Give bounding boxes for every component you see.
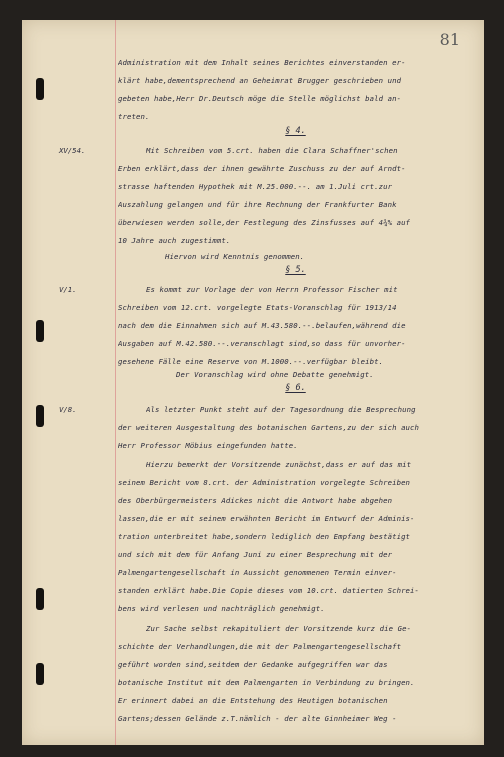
- text-line: gesehene Fälle eine Reserve von M.1000.--.verfügbar bleibt.: [118, 357, 384, 366]
- text-line: Es kommt zur Vorlage der von Herrn Professor Fischer mit: [146, 285, 398, 294]
- text-line: standen erklärt habe.Die Copie dieses vom 10.crt. datierten Schrei-: [118, 586, 420, 595]
- text-line: Hierzu bemerkt der Vorsitzende zunächst,dass er auf das mit: [146, 460, 412, 469]
- text-line: Schreiben vom 12.crt. vorgelegte Etats-Voranschlag für 1913/14: [118, 303, 397, 312]
- text-line: Er erinnert dabei an die Entstehung des Heutigen botanischen: [118, 696, 388, 705]
- text-line: Zur Sache selbst rekapituliert der Vorsitzende kurz die Ge-: [146, 624, 412, 633]
- text-line: 10 Jahre auch zugestimmt.: [118, 236, 231, 245]
- text-line: Erben erklärt,dass der ihnen gewährte Zuschuss zu der auf Arndt-: [118, 164, 406, 173]
- text-line: Administration mit dem Inhalt seines Berichtes einverstanden er-: [118, 58, 406, 67]
- text-line: schichte der Verhandlungen,die mit der Palmengartengesellschaft: [118, 642, 402, 651]
- text-line: klärt habe,dementsprechend an Geheimrat Brugger geschrieben und: [118, 76, 402, 85]
- text-line: gebeten habe,Herr Dr.Deutsch möge die Stelle möglichst bald an-: [118, 94, 402, 103]
- text-line: tration unterbreitet habe,sondern lediglich den Empfang bestätigt: [118, 532, 411, 541]
- section-heading: § 5.: [285, 265, 306, 275]
- document-page: [22, 20, 484, 745]
- section-heading: § 6.: [285, 383, 306, 393]
- text-line: Mit Schreiben vom 5.crt. haben die Clara Schaffner'schen: [146, 146, 398, 155]
- text-line: Ausgaben auf M.42.580.--.veranschlagt sind,so dass für unvorher-: [118, 339, 406, 348]
- text-line: strasse haftenden Hypothek mit M.25.000.--. am 1.Juli crt.zur: [118, 182, 393, 191]
- text-line: geführt worden sind,seitdem der Gedanke aufgegriffen war das: [118, 660, 388, 669]
- text-line: Gartens;dessen Gelände z.T.nämlich - der alte Ginnheimer Weg -: [118, 714, 397, 723]
- punch-hole: [36, 78, 44, 100]
- section-heading: § 4.: [285, 126, 306, 136]
- text-line: Palmengartengesellschaft in Aussicht genommenen Termin einver-: [118, 568, 397, 577]
- text-line: Als letzter Punkt steht auf der Tagesordnung die Besprechung: [146, 405, 416, 414]
- punch-hole: [36, 320, 44, 342]
- text-line: Herr Professor Möbius eingefunden hatte.: [118, 441, 298, 450]
- punch-hole: [36, 588, 44, 610]
- punch-hole: [36, 663, 44, 685]
- page-number: 81: [439, 30, 460, 49]
- text-line: seinem Bericht vom 8.crt. der Administration vorgelegte Schreiben: [118, 478, 411, 487]
- text-line: Hiervon wird Kenntnis genommen.: [165, 252, 305, 261]
- margin-reference: V/8.: [59, 405, 77, 414]
- text-line: überwiesen werden solle,der Festlegung des Zinsfusses auf 4¾% auf: [118, 218, 411, 227]
- text-line: Auszahlung gelangen und für ihre Rechnung der Frankfurter Bank: [118, 200, 397, 209]
- text-line: des Oberbürgermeisters Adickes nicht die Antwort habe abgehen: [118, 496, 393, 505]
- text-line: botanische Institut mit dem Palmengarten in Verbindung zu bringen.: [118, 678, 415, 687]
- text-line: bens wird verlesen und nachträglich genehmigt.: [118, 604, 325, 613]
- margin-reference: V/1.: [59, 285, 77, 294]
- margin-rule: [115, 20, 116, 745]
- text-line: und sich mit dem für Anfang Juni zu einer Besprechung mit der: [118, 550, 393, 559]
- text-line: Der Voranschlag wird ohne Debatte genehmigt.: [176, 370, 374, 379]
- punch-hole: [36, 405, 44, 427]
- margin-reference: XV/54.: [59, 146, 86, 155]
- text-line: nach dem die Einnahmen sich auf M.43.580.--.belaufen,während die: [118, 321, 406, 330]
- text-line: lassen,die er mit seinem erwähnten Bericht im Entwurf der Adminis-: [118, 514, 415, 523]
- text-line: der weiteren Ausgestaltung des botanischen Gartens,zu der sich auch: [118, 423, 420, 432]
- text-line: treten.: [118, 112, 150, 121]
